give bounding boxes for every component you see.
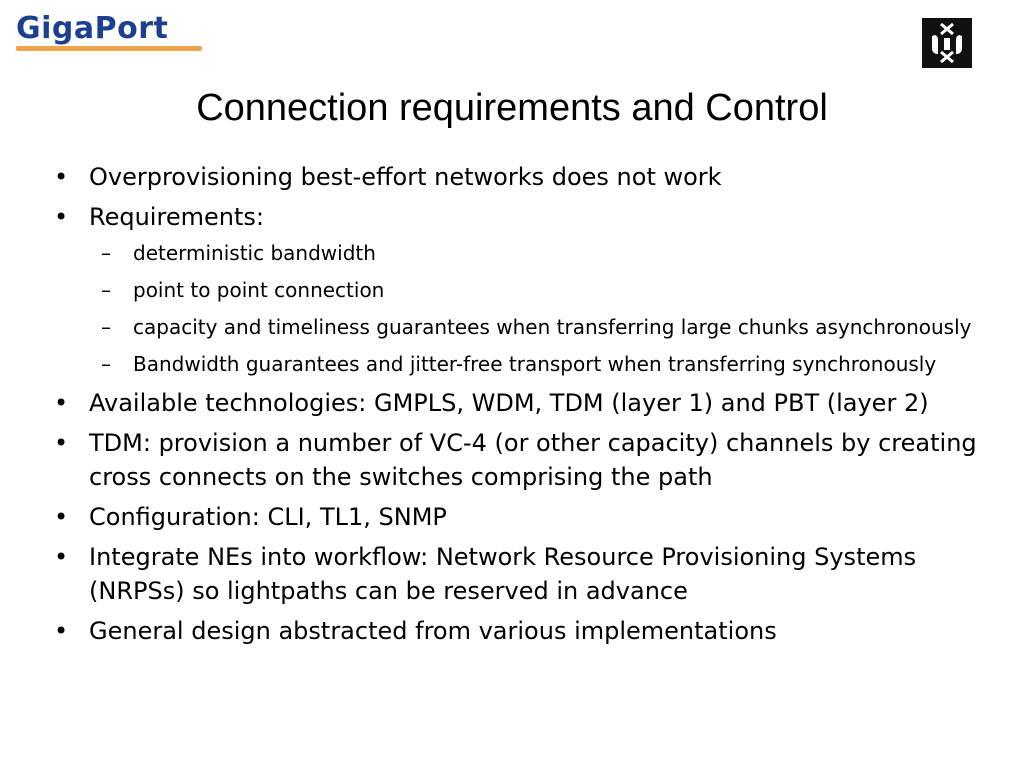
bullet-item xyxy=(54,200,994,379)
sub-bullet-item xyxy=(89,349,994,379)
bullet-list xyxy=(54,160,994,648)
sub-bullet-text: deterministic bandwidth xyxy=(133,241,376,265)
bullet-item xyxy=(54,540,994,608)
bullet-mark: • xyxy=(54,617,69,645)
sub-bullet-text: capacity and timeliness guarantees when transferring large chunks asynchronously xyxy=(133,315,972,339)
slide-content xyxy=(54,160,994,654)
bullet-mark: • xyxy=(54,429,69,457)
bullet-text: Configuration: CLI, TL1, SNMP xyxy=(89,503,447,531)
gigaport-logo xyxy=(16,10,206,52)
dash-mark: – xyxy=(101,315,111,339)
bullet-mark: • xyxy=(54,163,69,191)
dash-mark: – xyxy=(101,241,111,265)
bullet-text: TDM: provision a number of VC-4 (or other capacity) channels by creating cross connects on the switches comprising the path xyxy=(89,429,977,491)
bullet-mark: • xyxy=(54,543,69,571)
sub-bullet-text: point to point connection xyxy=(133,278,385,302)
bullet-mark: • xyxy=(54,389,69,417)
bullet-item xyxy=(54,160,994,194)
bullet-item xyxy=(54,426,994,494)
bullet-mark: • xyxy=(54,203,69,231)
sub-bullet-text: Bandwidth guarantees and jitter-free transport when transferring synchronously xyxy=(133,352,937,376)
sub-bullet-list xyxy=(89,238,994,379)
sub-bullet-item xyxy=(89,312,994,342)
bullet-text: Requirements: xyxy=(89,203,264,231)
bullet-item xyxy=(54,386,994,420)
bullet-item xyxy=(54,614,994,648)
dash-mark: – xyxy=(101,278,111,302)
bullet-text: Available technologies: GMPLS, WDM, TDM (layer 1) and PBT (layer 2) xyxy=(89,389,929,417)
university-crest-icon xyxy=(922,18,972,68)
dash-mark: – xyxy=(101,352,111,376)
bullet-mark: • xyxy=(54,503,69,531)
sub-bullet-item xyxy=(89,238,994,268)
sub-bullet-item xyxy=(89,275,994,305)
gigaport-logo-underline xyxy=(16,46,202,51)
gigaport-logo-text: GigaPort xyxy=(16,11,169,46)
bullet-text: Overprovisioning best-effort networks does not work xyxy=(89,163,722,191)
slide-title: Connection requirements and Control xyxy=(196,87,828,129)
bullet-text: General design abstracted from various implementations xyxy=(89,617,777,645)
bullet-text: Integrate NEs into workflow: Network Resource Provisioning Systems (NRPSs) so lightpaths can be reserved in advance xyxy=(89,543,917,605)
bullet-item xyxy=(54,500,994,534)
